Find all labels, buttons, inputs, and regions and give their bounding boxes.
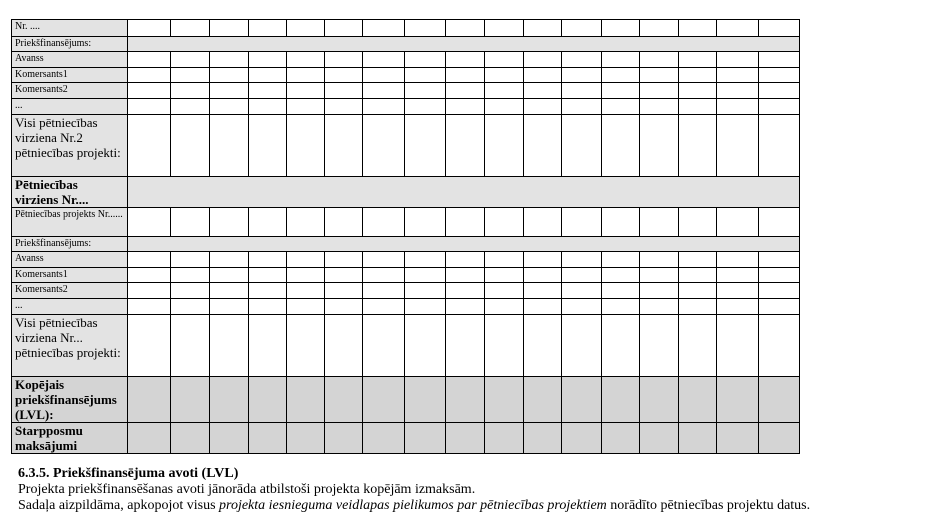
section-line-2-a: Sadaļa aizpildāma, apkopojot visus [18,498,220,513]
table-cell[interactable] [640,99,679,115]
table-cell[interactable] [602,315,640,377]
table-cell[interactable] [325,99,363,115]
table-cell[interactable] [128,283,171,299]
table-cell[interactable] [640,377,679,423]
table-cell[interactable] [287,99,325,115]
table-cell[interactable] [679,208,717,237]
table-cell[interactable] [524,208,562,237]
table-cell[interactable] [287,20,325,37]
table-cell[interactable] [405,268,446,283]
row-label: Komersants2 [12,283,128,299]
table-cell[interactable] [602,52,640,68]
table-row [12,237,800,252]
table-cell[interactable] [249,252,287,268]
table-cell[interactable] [679,377,717,423]
merged-cell [128,237,800,252]
table-cell[interactable] [717,99,759,115]
table-cell[interactable] [128,115,171,177]
table-cell[interactable] [717,208,759,237]
table-cell[interactable] [562,68,602,83]
table-cell[interactable] [602,299,640,315]
table-cell[interactable] [446,283,485,299]
table-cell[interactable] [325,315,363,377]
table-row [12,299,800,315]
table-cell[interactable] [171,315,210,377]
table-cell[interactable] [640,315,679,377]
table-cell[interactable] [485,20,524,37]
table-cell[interactable] [446,20,485,37]
table-cell[interactable] [562,83,602,99]
table-row [12,37,800,52]
table-cell[interactable] [759,299,800,315]
table-cell[interactable] [485,377,524,423]
table-cell[interactable] [363,83,405,99]
table-cell[interactable] [759,315,800,377]
table-cell[interactable] [717,52,759,68]
table-cell[interactable] [171,252,210,268]
table-cell[interactable] [446,377,485,423]
table-cell[interactable] [602,115,640,177]
table-cell[interactable] [524,20,562,37]
table-cell[interactable] [562,20,602,37]
table-cell[interactable] [640,115,679,177]
table-row [12,20,800,37]
table-cell[interactable] [171,99,210,115]
table-cell[interactable] [759,68,800,83]
table-cell[interactable] [325,83,363,99]
table-cell[interactable] [717,423,759,454]
table-cell[interactable] [249,283,287,299]
table-cell[interactable] [679,115,717,177]
table-cell[interactable] [287,52,325,68]
table-cell[interactable] [128,268,171,283]
table-cell[interactable] [524,115,562,177]
table-row [12,99,800,115]
table-cell[interactable] [363,208,405,237]
table-cell[interactable] [363,68,405,83]
table-cell[interactable] [249,99,287,115]
table-cell[interactable] [485,68,524,83]
table-cell[interactable] [524,252,562,268]
table-cell[interactable] [363,283,405,299]
table-cell[interactable] [325,423,363,454]
row-label: ... [12,99,128,115]
table-cell[interactable] [679,283,717,299]
table-row [12,83,800,99]
table-cell[interactable] [363,299,405,315]
table-row [12,315,800,377]
table-cell[interactable] [210,252,249,268]
table-cell[interactable] [363,52,405,68]
table-cell[interactable] [602,377,640,423]
table-cell[interactable] [171,68,210,83]
table-cell[interactable] [679,52,717,68]
table-cell[interactable] [128,52,171,68]
table-cell[interactable] [640,208,679,237]
table-cell[interactable] [446,208,485,237]
table-cell[interactable] [640,299,679,315]
table-cell[interactable] [210,68,249,83]
table-cell[interactable] [405,99,446,115]
table-cell[interactable] [249,52,287,68]
table-cell[interactable] [363,315,405,377]
table-cell[interactable] [287,68,325,83]
table-cell[interactable] [325,208,363,237]
table-cell[interactable] [446,68,485,83]
table-cell[interactable] [679,299,717,315]
table-cell[interactable] [171,208,210,237]
table-cell[interactable] [759,252,800,268]
table-cell[interactable] [325,377,363,423]
table-cell[interactable] [405,377,446,423]
table-cell[interactable] [485,299,524,315]
table-cell[interactable] [325,115,363,177]
table-cell[interactable] [759,83,800,99]
table-cell[interactable] [640,252,679,268]
table-cell[interactable] [446,99,485,115]
table-cell[interactable] [210,315,249,377]
table-cell[interactable] [287,208,325,237]
row-label: ... [12,299,128,315]
table-cell[interactable] [405,68,446,83]
table-cell[interactable] [210,99,249,115]
table-row [12,252,800,268]
table-row [12,283,800,299]
table-cell[interactable] [363,377,405,423]
table-cell[interactable] [171,423,210,454]
table-cell[interactable] [562,315,602,377]
table-cell[interactable] [171,283,210,299]
table-cell[interactable] [446,83,485,99]
table-row [12,52,800,68]
table-cell[interactable] [210,283,249,299]
section-title: 6.3.5. Priekšfinansējuma avoti (LVL) [18,466,239,481]
table-cell[interactable] [210,83,249,99]
row-label: Pētniecības virziens Nr.... [12,177,128,208]
table-cell[interactable] [717,68,759,83]
table-cell[interactable] [562,423,602,454]
table-cell[interactable] [602,252,640,268]
table-cell[interactable] [325,299,363,315]
table-cell[interactable] [524,299,562,315]
table-cell[interactable] [446,299,485,315]
table-cell[interactable] [287,83,325,99]
table-cell[interactable] [287,377,325,423]
section-note [18,466,810,514]
row-label: Starpposmu maksājumi [12,423,128,454]
table-cell[interactable] [363,115,405,177]
table-cell[interactable] [717,377,759,423]
table-cell[interactable] [562,208,602,237]
table-cell[interactable] [171,83,210,99]
table-cell[interactable] [325,20,363,37]
table-cell[interactable] [562,52,602,68]
table-cell[interactable] [210,115,249,177]
table-cell[interactable] [128,99,171,115]
table-cell[interactable] [562,99,602,115]
table-cell[interactable] [759,52,800,68]
table-cell[interactable] [562,268,602,283]
table-cell[interactable] [717,115,759,177]
table-cell[interactable] [249,20,287,37]
row-label: Pētniecības projekts Nr...... [12,208,128,237]
section-line-2-em: projekta iesnieguma veidlapas pielikumos par pētniecības projektiem [219,498,607,513]
row-label: Kopējais priekšfinansējums (LVL): [12,377,128,423]
table-cell[interactable] [325,283,363,299]
table-cell[interactable] [640,20,679,37]
row-label: Komersants1 [12,268,128,283]
table-row [12,68,800,83]
table-cell[interactable] [602,208,640,237]
table-cell[interactable] [210,20,249,37]
table-cell[interactable] [249,377,287,423]
table-cell[interactable] [524,268,562,283]
table-cell[interactable] [524,423,562,454]
table-cell[interactable] [717,283,759,299]
table-cell[interactable] [602,99,640,115]
table-cell[interactable] [171,377,210,423]
table-cell[interactable] [717,83,759,99]
table-cell[interactable] [128,423,171,454]
table-cell[interactable] [640,52,679,68]
table-cell[interactable] [485,52,524,68]
table-cell[interactable] [405,115,446,177]
table-cell[interactable] [249,115,287,177]
table-cell[interactable] [249,83,287,99]
table-cell[interactable] [287,115,325,177]
row-label: Avanss [12,252,128,268]
table-cell[interactable] [759,115,800,177]
table-cell[interactable] [602,83,640,99]
row-label: Komersants1 [12,68,128,83]
table-cell[interactable] [679,20,717,37]
table-cell[interactable] [249,68,287,83]
table-cell[interactable] [405,423,446,454]
table-cell[interactable] [524,377,562,423]
table-cell[interactable] [287,315,325,377]
table-cell[interactable] [562,377,602,423]
table-cell[interactable] [405,52,446,68]
table-cell[interactable] [128,299,171,315]
table-cell[interactable] [717,20,759,37]
table-cell[interactable] [128,20,171,37]
table-cell[interactable] [249,423,287,454]
table-cell[interactable] [602,423,640,454]
table-cell[interactable] [602,283,640,299]
table-cell[interactable] [759,99,800,115]
table-cell[interactable] [759,20,800,37]
merged-cell [128,177,800,208]
table-row [12,423,800,454]
table-cell[interactable] [325,252,363,268]
table-cell[interactable] [446,315,485,377]
table-cell[interactable] [485,115,524,177]
table-row [12,268,800,283]
table-cell[interactable] [128,68,171,83]
table-cell[interactable] [210,268,249,283]
table-cell[interactable] [485,268,524,283]
table-cell[interactable] [128,377,171,423]
table-cell[interactable] [759,268,800,283]
table-cell[interactable] [524,52,562,68]
table-cell[interactable] [405,252,446,268]
table-cell[interactable] [602,20,640,37]
table-cell[interactable] [759,208,800,237]
table-cell[interactable] [485,208,524,237]
table-cell[interactable] [717,268,759,283]
table-cell[interactable] [524,283,562,299]
table-cell[interactable] [679,68,717,83]
table-cell[interactable] [485,99,524,115]
table-cell[interactable] [717,252,759,268]
table-cell[interactable] [485,315,524,377]
table-row [12,177,800,208]
table-cell[interactable] [679,252,717,268]
table-cell[interactable] [524,99,562,115]
row-label: Avanss [12,52,128,68]
table-cell[interactable] [210,377,249,423]
table-cell[interactable] [128,83,171,99]
table-cell[interactable] [287,268,325,283]
table-cell[interactable] [171,268,210,283]
table-cell[interactable] [249,315,287,377]
table-cell[interactable] [405,315,446,377]
table-cell[interactable] [524,83,562,99]
table-cell[interactable] [363,268,405,283]
table-cell[interactable] [210,423,249,454]
table-row [12,377,800,423]
table-cell[interactable] [446,52,485,68]
table-cell[interactable] [446,115,485,177]
table-cell[interactable] [325,268,363,283]
table-cell[interactable] [679,423,717,454]
table-cell[interactable] [287,252,325,268]
table-cell[interactable] [446,423,485,454]
table-cell[interactable] [524,315,562,377]
row-label: Priekšfinansējums: [12,37,128,52]
table-cell[interactable] [405,83,446,99]
table-cell[interactable] [640,83,679,99]
section-line-2 [18,498,810,514]
table-cell[interactable] [759,423,800,454]
table-cell[interactable] [485,423,524,454]
table-cell[interactable] [249,268,287,283]
table-cell[interactable] [210,208,249,237]
table-cell[interactable] [171,115,210,177]
table-cell[interactable] [446,252,485,268]
table-cell[interactable] [602,268,640,283]
funding-table [11,19,800,454]
table-cell[interactable] [128,315,171,377]
table-cell[interactable] [128,252,171,268]
table-cell[interactable] [679,315,717,377]
table-cell[interactable] [363,20,405,37]
table-cell[interactable] [363,99,405,115]
table-cell[interactable] [405,208,446,237]
row-label: Nr. .... [12,20,128,37]
table-cell[interactable] [602,68,640,83]
table-row [12,208,800,237]
table-cell[interactable] [485,283,524,299]
table-cell[interactable] [485,83,524,99]
table-cell[interactable] [640,268,679,283]
row-label: Komersants2 [12,83,128,99]
table-cell[interactable] [171,299,210,315]
row-label: Priekšfinansējums: [12,237,128,252]
table-cell[interactable] [759,283,800,299]
table-cell[interactable] [640,68,679,83]
table-cell[interactable] [405,299,446,315]
table-row [12,115,800,177]
section-line-2-b: norādīto pētniecības projektu datus. [606,498,811,513]
table-cell[interactable] [287,283,325,299]
table-cell[interactable] [759,377,800,423]
table-cell[interactable] [325,52,363,68]
row-label: Visi pētniecības virziena Nr.2 pētniecības projekti: [12,115,128,177]
table-cell[interactable] [717,315,759,377]
table-cell[interactable] [249,208,287,237]
table-cell[interactable] [485,252,524,268]
table-cell[interactable] [446,268,485,283]
table-cell[interactable] [325,68,363,83]
table-cell[interactable] [171,52,210,68]
table-cell[interactable] [287,423,325,454]
table-cell[interactable] [363,423,405,454]
table-cell[interactable] [210,52,249,68]
table-cell[interactable] [679,268,717,283]
table-cell[interactable] [171,20,210,37]
merged-cell [128,37,800,52]
table-cell[interactable] [562,283,602,299]
table-cell[interactable] [287,299,325,315]
table-cell[interactable] [128,208,171,237]
table-cell[interactable] [640,283,679,299]
table-cell[interactable] [210,299,249,315]
table-cell[interactable] [405,283,446,299]
table-cell[interactable] [640,423,679,454]
table-cell[interactable] [679,99,717,115]
table-cell[interactable] [679,83,717,99]
table-cell[interactable] [562,252,602,268]
table-cell[interactable] [562,115,602,177]
row-label: Visi pētniecības virziena Nr... pētniecības projekti: [12,315,128,377]
section-line-1: Projekta priekšfinansēšanas avoti jānorāda atbilstoši projekta kopējām izmaksām. [18,482,476,497]
table-cell[interactable] [363,252,405,268]
table-cell[interactable] [717,299,759,315]
table-cell[interactable] [562,299,602,315]
table-cell[interactable] [405,20,446,37]
table-cell[interactable] [524,68,562,83]
table-cell[interactable] [249,299,287,315]
